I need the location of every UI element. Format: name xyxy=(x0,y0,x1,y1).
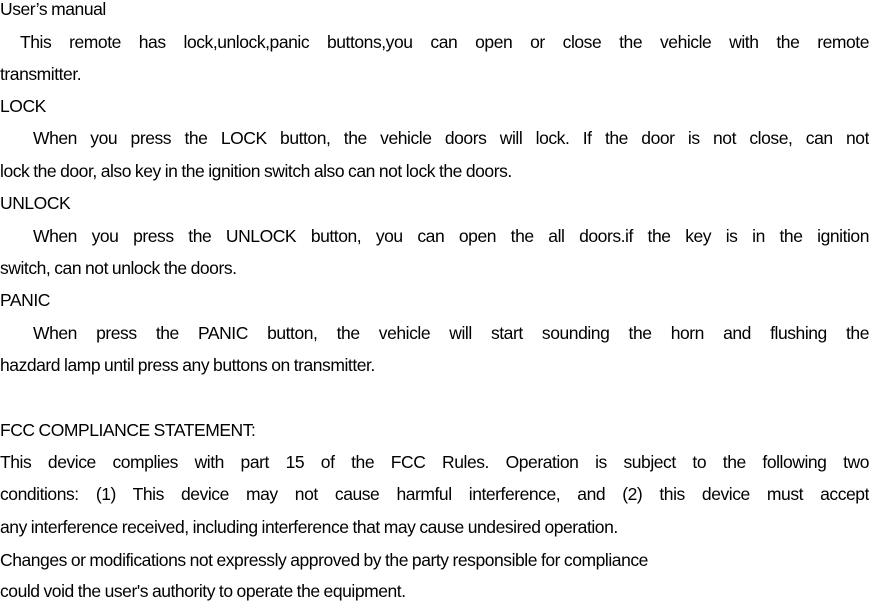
document-title: User’s manual xyxy=(0,0,106,19)
intro-line-1: This remote has lock,unlock,panic buttons,you can open or close the vehicle with the remote xyxy=(20,32,869,52)
section-heading-lock: LOCK xyxy=(0,96,46,116)
section-heading-panic: PANIC xyxy=(0,290,50,310)
fcc-line-5: could void the user's authority to operate the equipment. xyxy=(0,581,406,601)
fcc-heading: FCC COMPLIANCE STATEMENT: xyxy=(0,420,256,440)
section-unlock-line-1: When you press the UNLOCK button, you can open the all doors.if the key is in the ignition xyxy=(33,226,869,246)
fcc-line-1: This device complies with part 15 of the FCC Rules. Operation is subject to the following two xyxy=(0,452,869,472)
section-unlock-line-2: switch, can not unlock the doors. xyxy=(0,258,237,278)
section-heading-unlock: UNLOCK xyxy=(0,193,71,213)
section-panic-line-1: When press the PANIC button, the vehicle will start sounding the horn and flushing the xyxy=(33,323,869,343)
section-panic-line-2: hazdard lamp until press any buttons on transmitter. xyxy=(0,355,375,375)
fcc-line-2: conditions: (1) This device may not cause harmful interference, and (2) this device must accept xyxy=(0,484,869,504)
intro-line-2: transmitter. xyxy=(0,64,82,84)
fcc-line-4: Changes or modifications not expressly approved by the party responsible for compliance xyxy=(0,550,648,570)
section-lock-line-2: lock the door, also key in the ignition switch also can not lock the doors. xyxy=(0,161,512,181)
fcc-line-3: any interference received, including interference that may cause undesired operation. xyxy=(0,517,618,537)
section-lock-line-1: When you press the LOCK button, the vehicle doors will lock. If the door is not close, can not xyxy=(33,128,869,148)
